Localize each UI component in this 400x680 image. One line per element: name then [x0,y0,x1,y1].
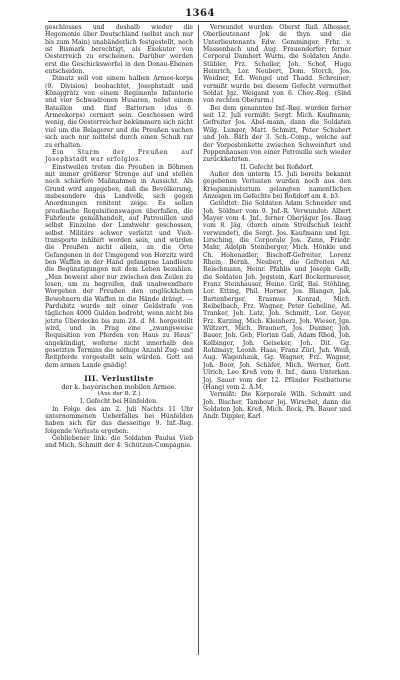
column-divider [198,25,199,655]
header-rule [48,21,348,22]
right-column [203,24,351,421]
right-section-paragraph: Außer den unterm 15. Juli bereits bekannt gegebenen Verlusten wurden noch aus den Kriegsministerium gelangten namentlichen Anzeigen im Gefechte bei Roßdorf am 4. b3. [203,170,351,200]
left-paragraph: Dimatz soll von einem halben Armee-korps (9. Division) beobachtet, Josephstadt und Königgrätz von einem Regimente Infanterie und vier Schwadronen Husaren, nebst einem Bataillon und fünf Batterien (des 6. Armeekorps) cerniert sein. Geschossen wird wenig, die Oesterreicher bekümmern sich nicht viel um die Belagerer und die Preußen suchen sich auch nur mittelst durch einen Schuß rar zu erhalten. [45,75,193,149]
right-paragraph: Verwundet wurden: Oberst Ruß Albosser, Oberlieutenant Jok de thyn und die Unterlieutenants Edw. Gemminger, Frhr. v. Massenbach und Aug. Frauendorfer; ferner Corporal Damhert Wurm, die Soldaten Ande. Stübler, Frz. Scheller, Joh. Schof, Hugo Heinrich, Lor. Neubert, Dom. Storch, Jos. Weidner, Ed. Wengel und Thadd. Schreiner; vermißt wurde bei diesem Gefecht vermuthet Soldat Jgz. Weigand von 6. Chev.-Reg. (Sind von rechten Oberarm.) [203,24,351,105]
right-paragraph: Bei dem genannten Inf.-Reg. wurden ferner seit 12. Juli vermißt: Sergt. Mich. Kaufmann, Gefreiter Jos. Abel-mann, dann die Soldaten Wilg. Lunger, Matt. Schmitt, Peter Schubert und Joh. Bäth der 3. Sch.-Comp., welche auf der Vorpostenkette zwischen Schweinfurt und Poppenhausen von einer Patrouille sich wieder zurückkehrten. [203,104,351,164]
left-section-paragraph: Gebliebener link: die Soldaten Paulus Vieb und Mich. Schmitt der 4. Schützen-Compagnie. [45,434,193,450]
left-paragraph: geschlosses und deshalb wieder die Hegemonie über Deutschland (selbst auch nur bis zum Main) unabänderlich festgestellt, noch ist Bismark berechtigt, als Exekutor von Oesterreich zu erscheinen. Darüber werden erst die Geschicksworfel in den Donau-Ebenen entscheiden. [45,24,193,76]
right-section-paragraph: Vermißt: Die Korporale Wilh. Schmitt und Joh. Bischer, Tambour Joj. Wirschel, dann die Soldaten Joh. Kreß, Mich. Bock, Ph. Bauer und Andr. Dippler, Karl [203,391,351,421]
page-number: 1364 [185,8,215,19]
left-paragraph: Ein Sturm der Preußen auf Josephstadt war erfolglos. [45,148,193,164]
left-column [45,24,193,450]
section-title: III. Verlustliste [84,374,154,384]
section-note: (Aus der B. Z.) [97,391,141,398]
left-section-paragraph: In Folge des am 2. Juli Nachts 11 Uhr unternommenen Ueberfalles bei Hünfelden haben sich für das diesseitige 9. Inf.-Reg. folgende Verluste ergeben: [45,405,193,435]
section-heading: II. Gefecht bei Roßdorf. [240,163,314,171]
left-paragraph: Einstweilen treten die Preußen in Böhmen mit immer größerer Strenge auf und stellen noch schärfere Maßnahmen in Aussicht. Als Grund wird angegeben, daß die Bevölkerung, insbesondere das Landvolk, sich gegen Anordnungen renitent zeige. Es sollen preußische Requisitionswagen überfallen, die Fuhrleute gemißhandelt, auf Patrouillen und selbst Einzelne der Landwehr geschossen, selbst Militärs schwer verletzt und Vieh-transporte inhibirt worden sein, und würden die Preußen nicht allein, an die Orte Gefangenen in der Umgegend von Horzitz wird ben Waffen in der Hand gefangene Landleute die Begünstigungen mit dem Leben bezahlen. „Man beweist aber nur zwischen den Zeilen zu lesen, um zu begreifen, daß unabwendbare Worgehen der Preußen den unglücklichen Bewohnern die Waffen in die Hände drängt. — Pardubitz wurde mit einer Geldstrafe von täglichen 4000 Gulden bedroht, wenn nicht bis jetzte Überdecke bis zum 24. d. M. hergestellt wird, und in Prag eine „zwangsweise Requisition von Pferden von Haus zu Haus“ angekündigt, woferne nicht innerhalb des gesetzten Termins die nöthige Anzahl Zug- und Reitpferde vorgestellt sein würden. Gott sei dem armen Lande gnädig! [45,163,193,369]
section-subtitle: der k. bayerischen mobilen Armee. [61,383,177,392]
section-heading: I. Gefecht bei Hünfelden. [79,398,159,406]
right-section-paragraph: Getödtet: Die Soldaten Adam Schneider und Joh. Söldner vom 9. Jnf.-R. Verwundet: Albert Mayer vom 4. Jnf., ferner Oberjäger Jos. Baug vom 8. Jäg. (durch einen Streifschuß leicht verwundet), die Sergt. Jos. Kaufmann und Igz. Lirsching, die Corporale Jos. Zenn, Friedr. Mahr, Adolph Steinberger, Mich. Hönkle und Ch. Hohenadler, Bischoff-Gefreiter, Lorenz Rhein, Bernh. Neubert, die Gefreiten Ad. Reischmann, Heinr. Pfahlis und Joseph Gelb, die Soldaten Joh. Jegstein, Karl Bockermeuser, Franz Steinhauser, Heine. Gräf, Bal. Stöhling, Lor. Etting, Phil. Horner, Jos. Blanger, Jak. Bartenberger, Erasmus Konrad, Mich. Reibelbach, Frz. Wagner, Peter Gebeline, Ad. Tranker, Joh. Lutz, Joh. Schmitt, Lor. Geyer, Frz. Kurzing, Mich. Kleinherz, Joh. Wieser, Jgn. Wiltzert, Mich. Braunert, Jos. Dunner, Joh. Bauer, Joh. Geb, Florian Gab, Adam Rhod, Joh. Kolbinger, Joh. Geiseker, Joh. Dit. Gg. Rohlmayr, Leonh. Haas, Franz Zürl, Juh. Weiß, Aug. Wagenhauk, Gg. Wagner, Frz. Wagner, Joh. Boor, Joh. Schäfer, Mich. Werner, Gott. Ulrich, Leo Kreß vom 9. Inf., dann Unterkan. Joj. Sauer vom der 12. Pfünder Festbatterie (Hang) vom 2. A.M. [203,200,351,391]
